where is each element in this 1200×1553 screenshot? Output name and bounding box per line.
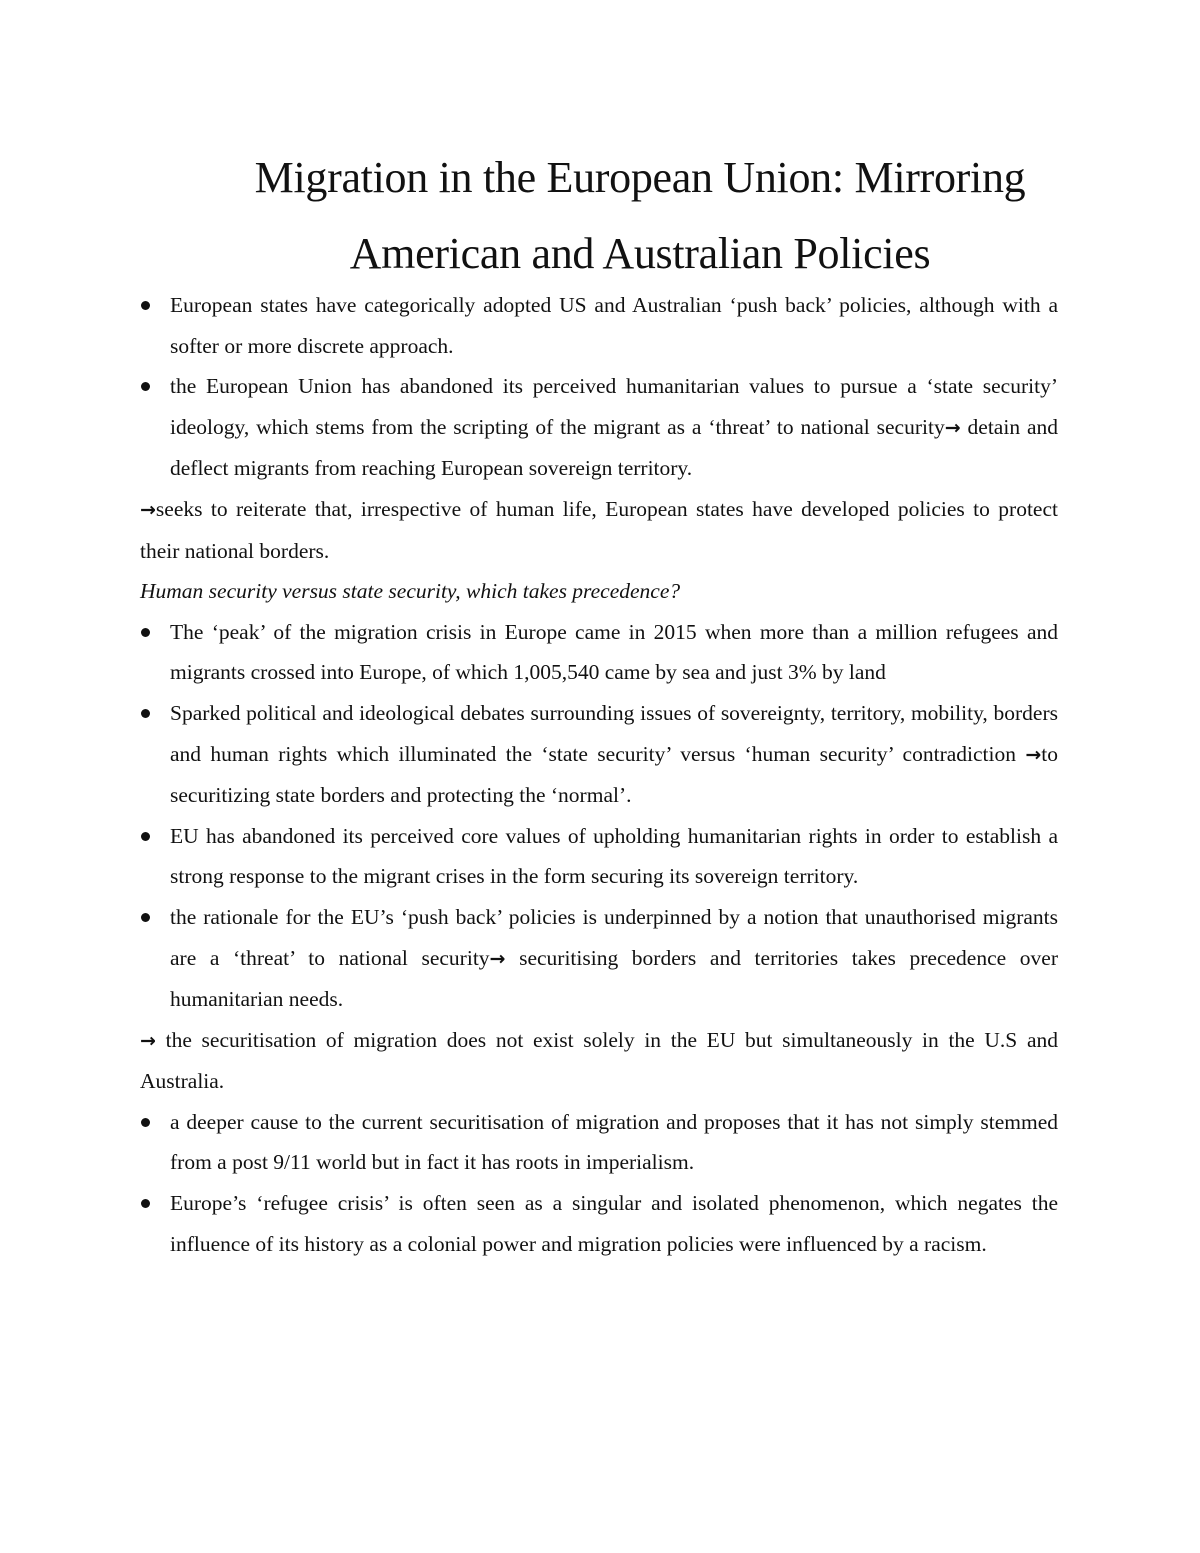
bullet-text: the rationale for the EU’s ‘push back’ policies is underpinned by a notion that unauthorised migrants are a ‘threat’ to national security (170, 904, 1058, 970)
title-line-2: American and Australian Policies (349, 229, 931, 278)
bullet-text: European states have categorically adopted US and Australian ‘push back’ policies, although with a softer or more discrete approach. (170, 293, 1058, 358)
arrow-icon: → (944, 416, 961, 439)
bullet-item (140, 897, 1058, 1020)
arrow-icon: → (140, 498, 156, 521)
bullet-item (140, 1102, 1058, 1183)
page-title (140, 140, 1140, 292)
bullet-text: The ‘peak’ of the migration crisis in Europe came in 2015 when more than a million refugees and migrants crossed into Europe, of which 1,005,540 came by sea and just 3% by land (170, 619, 1058, 685)
bullet-icon (141, 382, 150, 391)
bullet-icon (141, 913, 150, 922)
bullet-item (140, 816, 1058, 897)
paragraph-text: seeks to reiterate that, irrespective of human life, European states have developed policies to protect their national borders. (140, 496, 1058, 563)
paragraph-text: the securitisation of migration does not exist solely in the EU but simultaneously in the U.S and Australia. (140, 1027, 1058, 1094)
arrow-icon: → (489, 947, 506, 970)
document-body (140, 285, 1058, 1264)
bullet-text: detain and deflect migrants from reaching European sovereign territory. (170, 414, 1058, 481)
bullet-icon (141, 301, 150, 310)
arrow-icon: → (140, 1029, 156, 1052)
bullet-item (140, 285, 1058, 366)
bullet-item (140, 366, 1058, 489)
bullet-text: Sparked political and ideological debates surrounding issues of sovereignty, territory, mobility, borders and human rights which illuminated the ‘state security’ versus ‘human security’ contradiction (170, 700, 1058, 766)
bullet-icon (141, 1118, 150, 1127)
title-line-1: Migration in the European Union: Mirroring (254, 153, 1026, 202)
paragraph (140, 489, 1058, 571)
bullet-text: a deeper cause to the current securitisation of migration and proposes that it has not simply stemmed from a post 9/11 world but in fact it has roots in imperialism. (170, 1109, 1058, 1175)
bullet-text: Europe’s ‘refugee crisis’ is often seen as a singular and isolated phenomenon, which negates the influence of its history as a colonial power and migration policies were influenced by a racism. (170, 1191, 1058, 1256)
bullet-icon (141, 832, 150, 841)
bullet-text: EU has abandoned its perceived core values of upholding humanitarian rights in order to establish a strong response to the migrant crises in the form securing its sovereign territory. (170, 823, 1058, 889)
bullet-icon (141, 628, 150, 637)
section-heading: Human security versus state security, which takes precedence? (140, 579, 681, 604)
bullet-item (140, 693, 1058, 816)
bullet-text: securitising borders and territories takes precedence over humanitarian needs. (170, 945, 1058, 1012)
bullet-text: to securitizing state borders and protecting the ‘normal’. (170, 741, 1058, 808)
paragraph (140, 1020, 1058, 1102)
bullet-text: the European Union has abandoned its perceived humanitarian values to pursue a ‘state security’ ideology, which stems from the scripting of the migrant as a ‘threat’ to national security (170, 374, 1058, 439)
bullet-item (140, 1183, 1058, 1264)
bullet-icon (141, 1199, 150, 1208)
bullet-item (140, 612, 1058, 693)
bullet-icon (141, 709, 150, 718)
arrow-icon: → (1025, 743, 1042, 766)
